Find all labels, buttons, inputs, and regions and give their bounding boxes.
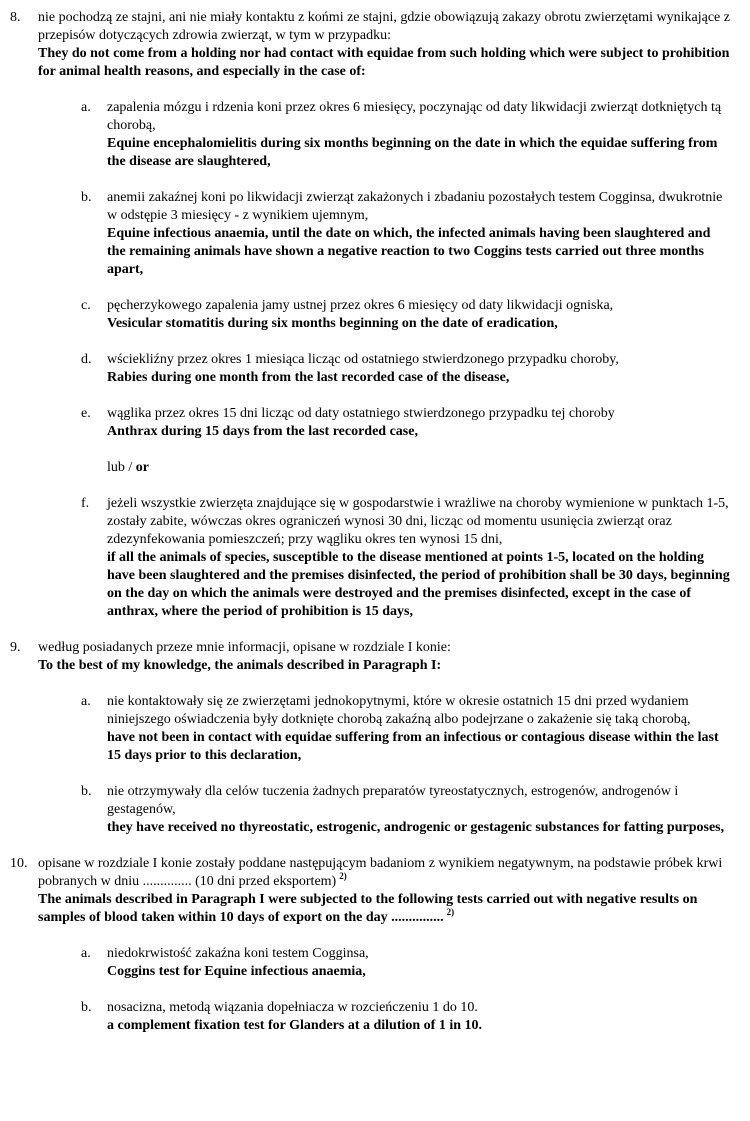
item-8-number: 8. [10, 10, 21, 25]
subitem-8b-letter: b. [81, 190, 92, 205]
subitem-9b [81, 783, 742, 837]
footnote-ref-2-english: 2) [446, 907, 455, 918]
item-10-polish-text-with-date-blank: opisane w rozdziale I konie zostały poddane następującym badaniom z wynikiem negatywnym, na podstawie próbek krwi pobranych w dniu .............. (10 dni przed eksportem) [38, 856, 723, 889]
subitem-9b-text-polish: nie otrzymywały dla celów tuczenia żadnych preparatów tyreostatycznych, estrogenów, androgenów i gestagenów, [107, 784, 679, 817]
subitem-9b-text-english: they have received no thyreostatic, estrogenic, androgenic or gestagenic substances for fatting purposes, [107, 820, 725, 835]
item-8-text-polish: nie pochodzą ze stajni, ani nie miały kontaktu z końmi ze stajni, gdzie obowiązują zakazy obrotu zwierzętami wynikające z przepisów dotyczących zdrowia zwierząt, w tym w przypadku: [38, 10, 730, 43]
subitem-8a-text-english: Equine encephalomielitis during six months beginning on the date in which the equidae suffering from the disease are slaughtered, [107, 136, 718, 169]
subitem-8c-text-english: Vesicular stomatitis during six months beginning on the date of eradication, [107, 316, 558, 331]
subitem-8d-letter: d. [81, 352, 92, 367]
subitem-8f-text-english: if all the animals of species, susceptible to the disease mentioned at points 1-5, located on the holding have been slaughtered and the premises disinfected, the period of prohibition shall be 30 days, beginning on the day on which the animals were destroyed and the premises disinfected, except in the case of anthrax, where the period of prohibition is 15 days, [107, 550, 730, 619]
subitem-8e-text-polish: wąglika przez okres 15 dni licząc od daty ostatniego stwierdzonego przypadku tej choroby [107, 406, 615, 421]
subitem-10a [81, 945, 742, 981]
item-9-text-polish: według posiadanych przeze mnie informacji, opisane w rozdziale I konie: [38, 640, 451, 655]
item-10 [10, 855, 742, 1035]
subitem-8c-text-polish: pęcherzykowego zapalenia jamy ustnej przez okres 6 miesięcy od daty likwidacji ogniska, [107, 298, 614, 313]
subitem-10b-text-polish: nosacizna, metodą wiązania dopełniacza w rozcieńczeniu 1 do 10. [107, 1000, 478, 1015]
subitem-8e-letter: e. [81, 406, 91, 421]
item-9-number: 9. [10, 640, 21, 655]
subitem-8f-text-polish: jeżeli wszystkie zwierzęta znajdujące się w gospodarstwie i wrażliwe na choroby wymienione w punktach 1-5, zostały zabite, wówczas okres ograniczeń wynosi 30 dni, licząc od momentu usunięcia zwierząt oraz zdezynfekowania pomieszczeń; przy wągliku okres ten wynosi 15 dni, [107, 496, 729, 547]
subitem-8a [81, 99, 742, 171]
item-10-number: 10. [10, 856, 28, 871]
subitem-10a-letter: a. [81, 946, 91, 961]
subitem-9a-letter: a. [81, 694, 91, 709]
item-9-text-english: To the best of my knowledge, the animals described in Paragraph I: [38, 658, 442, 673]
item-10-text-polish [38, 855, 742, 891]
or-separator-english: or [135, 460, 149, 475]
subitem-8a-text-polish: zapalenia mózgu i rdzenia koni przez okres 6 miesięcy, poczynając od daty likwidacji zwierząt dotkniętych tą chorobą, [107, 100, 722, 133]
subitem-9a [81, 693, 742, 765]
subitem-8e-text-english: Anthrax during 15 days from the last recorded case, [107, 424, 418, 439]
or-separator [107, 459, 742, 477]
subitem-8a-letter: a. [81, 100, 91, 115]
footnote-ref-2-polish: 2) [339, 871, 347, 882]
subitem-9a-text-polish: nie kontaktowały się ze zwierzętami jednokopytnymi, które w okresie ostatnich 15 dni przed wydaniem niniejszego oświadczenia były dotknięte chorobą zakaźną albo podejrzane o zakażenie się taką chorobą, [107, 694, 691, 727]
subitem-8f [81, 495, 742, 621]
subitem-8e [81, 405, 742, 441]
subitem-8b [81, 189, 742, 279]
subitem-8b-text-english: Equine infectious anaemia, until the date on which, the infected animals having been slaughtered and the remaining animals have shown a negative reaction to two Coggins tests carried out three months apart, [107, 226, 711, 277]
subitem-9b-letter: b. [81, 784, 92, 799]
subitem-8d-text-english: Rabies during one month from the last recorded case of the disease, [107, 370, 510, 385]
item-8 [10, 9, 742, 621]
item-10-text-english [38, 891, 742, 927]
subitem-10b-text-english: a complement fixation test for Glanders at a dilution of 1 in 10. [107, 1018, 483, 1033]
subitem-9a-text-english: have not been in contact with equidae suffering from an infectious or contagious disease within the last 15 days prior to this declaration, [107, 730, 719, 763]
subitem-8c-letter: c. [81, 298, 91, 313]
subitem-8f-letter: f. [81, 496, 90, 511]
item-10-english-text-with-date-blank: The animals described in Paragraph I were subjected to the following tests carried out with negative results on samples of blood taken within 10 days of export on the day ............... [38, 892, 698, 925]
subitem-8b-text-polish: anemii zakaźnej koni po likwidacji zwierząt zakażonych i zbadaniu pozostałych testem Cogginsa, dwukrotnie w odstępie 3 miesięcy - z wynikiem ujemnym, [107, 190, 723, 223]
subitem-8d-text-polish: wściekliźny przez okres 1 miesiąca licząc od ostatniego stwierdzonego przypadku choroby, [107, 352, 619, 367]
item-9 [10, 639, 742, 837]
item-8-text-english: They do not come from a holding nor had contact with equidae from such holding which were subject to prohibition for animal health reasons, and especially in the case of: [38, 46, 730, 79]
subitem-10b [81, 999, 742, 1035]
subitem-10b-letter: b. [81, 1000, 92, 1015]
subitem-10a-text-english: Coggins test for Equine infectious anaemia, [107, 964, 366, 979]
or-separator-polish: lub / [107, 460, 133, 475]
subitem-10a-text-polish: niedokrwistość zakaźna koni testem Cogginsa, [107, 946, 369, 961]
subitem-8d [81, 351, 742, 387]
subitem-8c [81, 297, 742, 333]
